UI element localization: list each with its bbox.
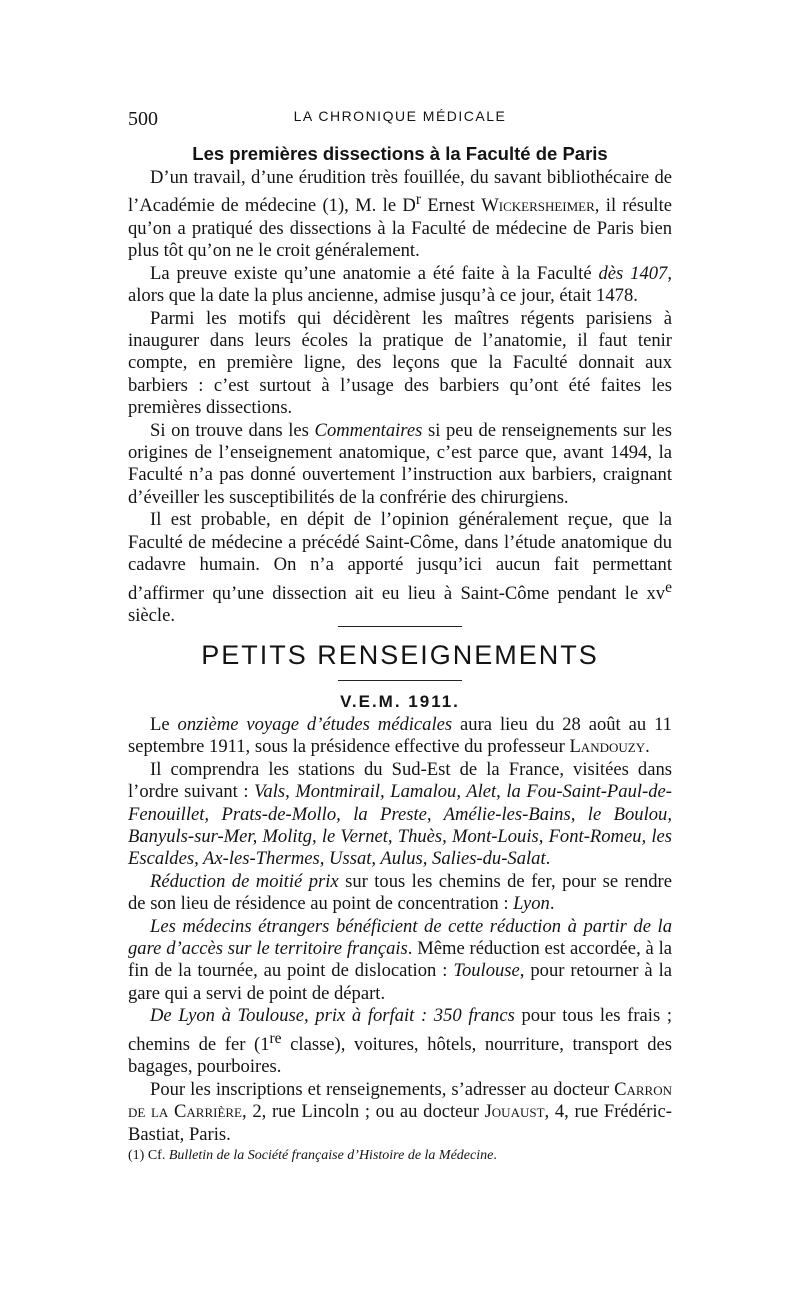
news-subtitle: V.E.M. 1911. <box>340 692 460 711</box>
article-paragraph-1: D’un travail, d’une érudition très fouillée, du savant bibliothécaire de l’Académie de médecine (1), M. le $D^r$ Ernest Wickersheimer, il résulte qu’on a pratiqué des dissections à la Faculté de médecine de Paris bien plus tôt qu’on ne le croit généralement. <box>128 167 672 262</box>
section-heading <box>128 638 672 672</box>
page-number: 500 <box>128 108 158 130</box>
news-paragraph-1: Le onzième voyage d’études médicales aura lieu du 28 août au 11 septembre 1911, sous la présidence effective du professeur Landouzy. <box>128 714 672 758</box>
section-rule-bottom <box>338 680 462 681</box>
footnote-text: (1) Cf. Bulletin de la Société française d’Histoire de la Médecine. <box>128 1148 497 1163</box>
news-paragraph-3: Réduction de moitié prix sur tous les chemins de fer, pour se rendre de son lieu de résidence au point de concentration : Lyon. <box>128 870 672 915</box>
news-paragraph-5: De Lyon à Toulouse, prix à forfait : 350 francs pour tous les frais ; chemins de fer (1re classe), voitures, hôtels, nourriture, transport des bagages, pourboires. <box>128 1005 672 1078</box>
author-name: Wickersheimer <box>481 195 595 217</box>
news-section <box>128 690 672 1146</box>
news-paragraph-2: Il comprendra les stations du Sud-Est de la France, visitées dans l’ordre suivant : Vals, Montmirail, Lamalou, Alet, la Fou-Saint-Paul-de-Fenouillet, Prats-de-Mollo, la Preste, Amélie-les-Bains, le Boulou, Banyuls-sur-Mer, Molitg, le Vernet, Thuès, Mont-Louis, Font-Romeu, les Escaldes, Ax-les-Thermes, Ussat, Aulus, Salies-du-Salat. <box>128 758 672 870</box>
article-paragraph-2: La preuve existe qu’une anatomie a été faite à la Faculté dès 1407, alors que la date la plus ancienne, admise jusqu’à ce jour, était 1478. <box>128 262 673 307</box>
article-paragraph-5: Il est probable, en dépit de l’opinion généralement reçue, que la Faculté de médecine a précédé Saint-Côme, dans l’étude anatomique du cadavre humain. On n’a apporté jusqu’ici aucun fait permettant d’affirmer qu’une dissection ait eu lieu à Saint-Côme pendant le $xv^e$ siècle. <box>128 509 672 627</box>
section-title: PETITS RENSEIGNEMENTS <box>201 640 599 670</box>
article-title: Les premières dissections à la Faculté de Paris <box>192 143 608 164</box>
article-paragraph-4: Si on trouve dans les Commentaires si peu de renseignements sur les origines de l’enseignement anatomique, c’est parce que, avant 1494, la Faculté n’a pas donné ouvertement l’instruction aux barbiers, craignant d’éveiller les susceptibilités de la confrérie des chirurgiens. <box>128 419 672 508</box>
journal-title: LA CHRONIQUE MÉDICALE <box>293 108 507 124</box>
news-paragraph-6: Pour les inscriptions et renseignements, s’adresser au docteur Carron de la Carrière, 2, rue Lincoln ; ou au docteur Jouaust, 4, rue Frédéric-Bastiat, Paris. <box>128 1078 672 1145</box>
section-rule-top <box>338 626 462 627</box>
article <box>128 141 672 628</box>
footnote <box>128 1147 672 1165</box>
news-paragraph-4: Les médecins étrangers bénéficient de cette réduction à partir de la gare d’accès sur le territoire français. Même réduction est accordée, à la fin de la tournée, au point de dislocation : Toulouse, pour retourner à la gare qui a servi de point de départ. <box>128 915 672 1004</box>
article-paragraph-3: Parmi les motifs qui décidèrent les maîtres régents parisiens à inaugurer dans leurs écoles la pratique de l’anatomie, il faut tenir compte, en première ligne, des leçons que la Faculté donnait aux barbiers : c’est surtout à l’usage des barbiers qu’ont été faites les premières dissections. <box>128 307 672 419</box>
running-head <box>128 106 672 132</box>
